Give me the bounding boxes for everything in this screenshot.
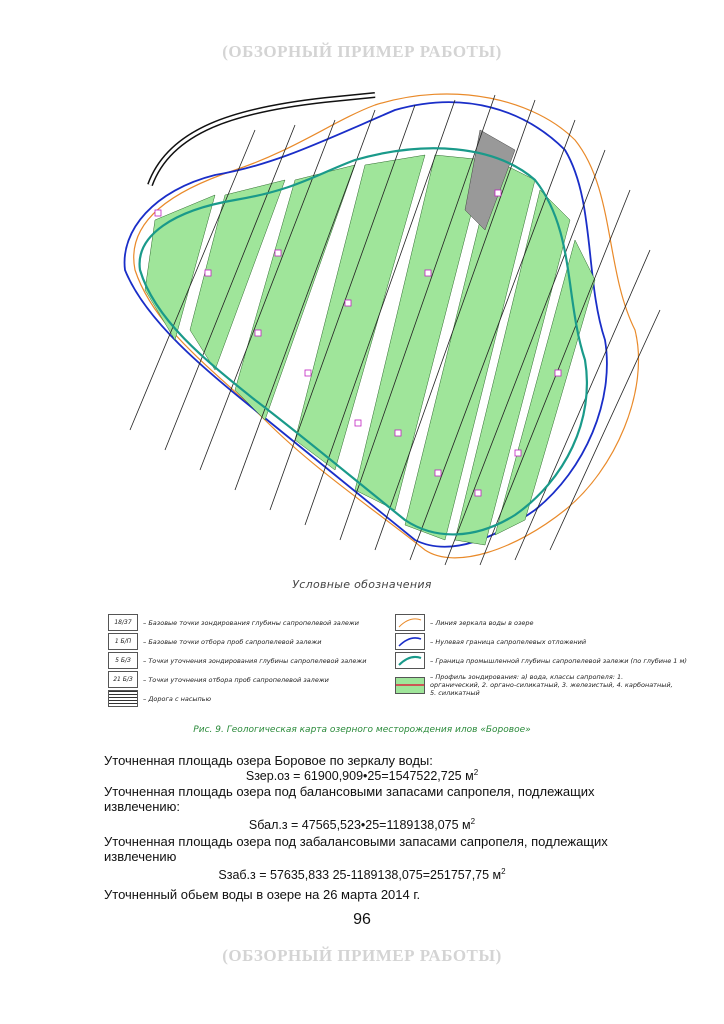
paragraph-balance-area: Уточненная площадь озера под балансовыми запасами сапропеля, подлежащих извлечению: (104, 784, 595, 814)
watermark-bottom: (ОБЗОРНЫЙ ПРИМЕР РАБОТЫ) (222, 946, 502, 965)
watermark-top: (ОБЗОРНЫЙ ПРИМЕР РАБОТЫ) (222, 42, 502, 61)
legend-item-refined-sampling: 21 Б/З – Точки уточнения отбора проб сапропелевой залежи (108, 671, 329, 688)
legend-item-profile: – Профиль зондирования: а) вода, классы сапропеля: 1. органический, 2. органо-силикатный, 3. железистый, 4. карбонатный, 5. силикатный (395, 673, 675, 697)
refined-sounding-symbol: 5 Б/З (108, 652, 138, 669)
profile-symbol (395, 677, 425, 694)
legend-item-road: – Дорога с насыпью (108, 690, 211, 707)
base-sounding-symbol: 18/37 (108, 614, 138, 631)
industrial-boundary-symbol (395, 652, 425, 669)
paragraph-offbalance-area: Уточненная площадь озера под забалансовыми запасами сапропеля, подлежащих извлечению (104, 834, 608, 864)
paragraph-mirror-area: Уточненная площадь озера Боровое по зеркалу воды: (104, 753, 433, 768)
formula-balance-area: Sбал.з = 47565,523•25=1189138,075 $м^2$ (248, 817, 476, 833)
formula-offbalance-area: Sзаб.з = 57635,833 25-1189138,075=251757,75 $м^2$ (218, 867, 506, 883)
legend-item-water-mirror: – Линия зеркала воды в озере (395, 614, 534, 631)
legend-item-zero-boundary: – Нулевая граница сапропелевых отложений (395, 633, 586, 650)
refined-sampling-symbol: 21 Б/З (108, 671, 138, 688)
legend-item-base-sampling: 1 Б/П – Базовые точки отбора проб сапропелевой залежи (108, 633, 321, 650)
formula-mirror-area: Sзер.оз = 61900,909•25=1547522,725 $м^2$ (245, 768, 479, 784)
water-mirror-symbol (395, 614, 425, 631)
paragraph-water-volume: Уточненный обьем воды в озере на 26 марта 2014 г. (104, 887, 421, 902)
legend-item-refined-sounding: 5 Б/З – Точки уточнения зондирования глубины сапропелевой залежи (108, 652, 366, 669)
page-number: 96 (353, 911, 371, 928)
legend-title: Условные обозначения (292, 578, 432, 591)
legend-item-industrial-boundary: – Граница промышленной глубины сапропелевой залежи (по глубине 1 м) (395, 652, 687, 669)
base-sampling-symbol: 1 Б/П (108, 633, 138, 650)
legend-item-base-sounding: 18/37 – Базовые точки зондирования глубины сапропелевой залежи (108, 614, 359, 631)
figure-caption: Рис. 9. Геологическая карта озерного месторождения илов «Боровое» (193, 725, 531, 735)
geological-map (95, 70, 665, 575)
road-symbol (108, 690, 138, 707)
zero-boundary-symbol (395, 633, 425, 650)
